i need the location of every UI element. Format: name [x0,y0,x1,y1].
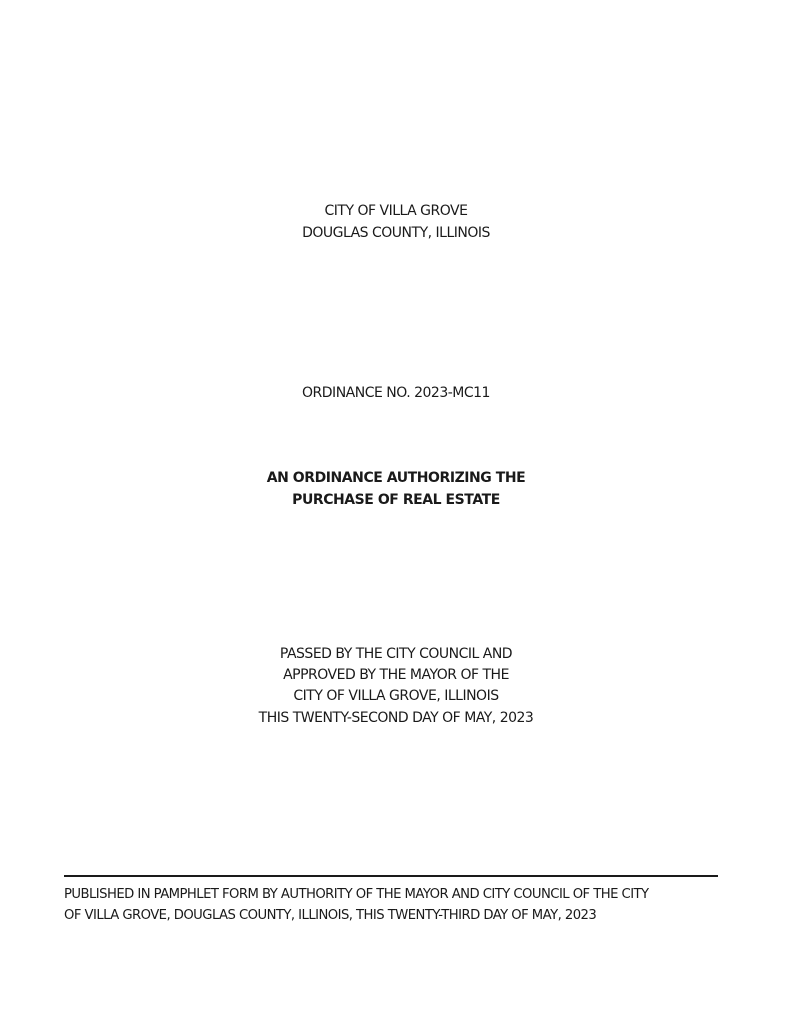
ordinance-title [0,468,792,511]
passage-statement [0,644,792,729]
passage-line-4: THIS TWENTY-SECOND DAY OF MAY, 2023 [258,709,534,726]
passage-line-3: CITY OF VILLA GROVE, ILLINOIS [293,688,499,705]
ordinance-title-line-2: PURCHASE OF REAL ESTATE [292,491,500,508]
county-name: DOUGLAS COUNTY, ILLINOIS [302,224,490,241]
publication-notice [64,884,744,926]
city-header [0,201,792,244]
ordinance-number-text: ORDINANCE NO. 2023-MC11 [302,385,490,401]
publication-line-1: PUBLISHED IN PAMPHLET FORM BY AUTHORITY OF THE MAYOR AND CITY COUNCIL OF THE CITY [64,887,649,902]
ordinance-number [0,383,792,405]
city-name: CITY OF VILLA GROVE [324,203,468,219]
publication-line-2: OF VILLA GROVE, DOUGLAS COUNTY, ILLINOIS, THIS TWENTY-THIRD DAY OF MAY, 2023 [64,908,597,923]
publication-divider [64,875,718,877]
ordinance-title-line-1: AN ORDINANCE AUTHORIZING THE [266,470,526,486]
passage-line-2: APPROVED BY THE MAYOR OF THE [283,667,509,684]
passage-line-1: PASSED BY THE CITY COUNCIL AND [279,646,513,662]
